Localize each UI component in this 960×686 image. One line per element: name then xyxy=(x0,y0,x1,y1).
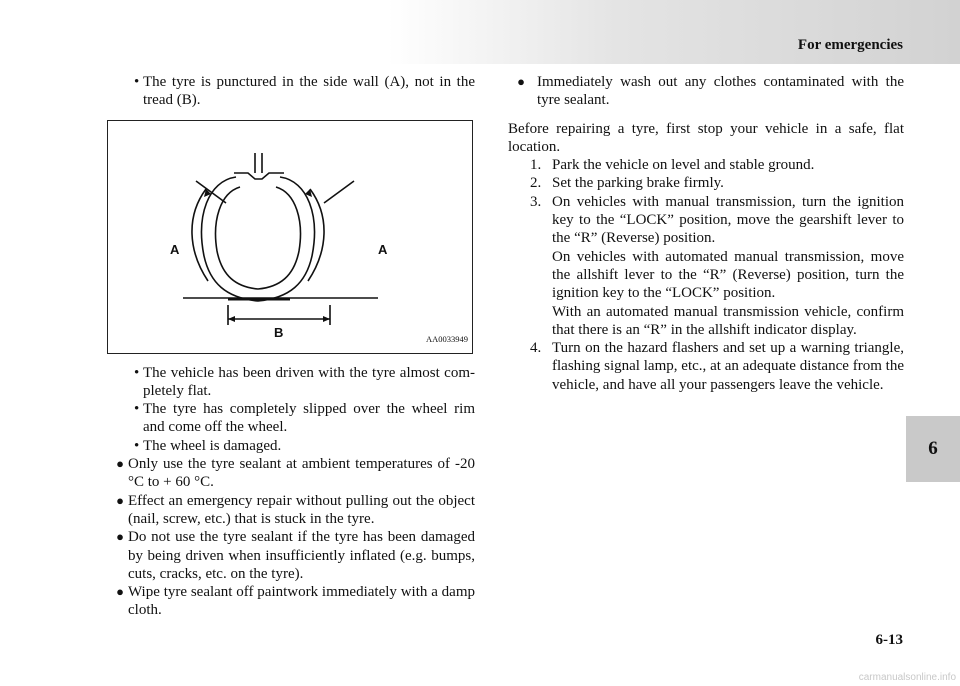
running-head: For emergencies xyxy=(797,37,903,53)
list-item: • The tyre is punctured in the side wall (A), not in the tread (B). xyxy=(129,73,475,110)
label-a-right: A xyxy=(378,241,388,257)
step-continuation: With an automated manual transmission vehicle, confirm that there is an “R” in the allshift indicator display. xyxy=(552,303,904,338)
list-item: ● Only use the tyre sealant at ambient temperatures of -20 °C to + 60 °C. xyxy=(107,455,475,492)
arc-a-left xyxy=(192,189,208,281)
list-item: • The vehicle has been driven with the tyre almost com-pletely flat. xyxy=(129,364,475,401)
label-a-left: A xyxy=(170,241,180,257)
tyre-diagram xyxy=(108,121,474,355)
bullet-circle: ● xyxy=(517,74,525,89)
rim-flange xyxy=(234,173,284,179)
tyre-outer xyxy=(202,177,315,301)
numbered-step: 4. Turn on the hazard flashers and set up a warning triangle, flashing signal lamp, etc., at an adequate distance from the vehicle, and have all your passengers leave the vehicle. xyxy=(530,340,904,393)
page-number: 6-13 xyxy=(875,632,903,648)
chapter-tab: 6 xyxy=(906,416,960,482)
step-continuation: On vehicles with automated manual transmission, move the allshift lever to the “R” (Reverse) position, turn the ignition key to the “LOCK” position. xyxy=(552,248,904,302)
watermark: carmanualsonline.info xyxy=(858,672,956,683)
tyre-cross-section-figure xyxy=(107,120,473,354)
list-item: ● Do not use the tyre sealant if the tyre has been damaged by being driven when insufficiently inflated (e.g. bumps, cuts, cracks, etc. on the tyre). xyxy=(107,528,475,583)
guide-left xyxy=(196,181,226,203)
list-item: • The tyre has completely slipped over the wheel rim and come off the wheel. xyxy=(129,400,475,437)
bullet-dot: • xyxy=(133,401,143,418)
left-column xyxy=(107,73,475,620)
right-column xyxy=(508,73,904,394)
bullet-dot: • xyxy=(133,74,143,90)
list-item: ● Effect an emergency repair without pulling out the object (nail, screw, etc.) that is stuck in the tyre. xyxy=(107,492,475,529)
bullet-circle: ● xyxy=(116,584,124,600)
tyre-inner xyxy=(216,187,301,289)
bullet-dot: • xyxy=(133,364,143,381)
arrow-b-right xyxy=(323,316,330,322)
header-band xyxy=(388,0,960,64)
arrow-b-left xyxy=(228,316,235,322)
numbered-step: 3. On vehicles with manual transmission, turn the ignition key to the “LOCK” position, move the gearshift lever to the “R” (Reverse) position. xyxy=(530,193,904,247)
bullet-circle: ● xyxy=(116,456,124,472)
bullet-circle: ● xyxy=(116,492,124,508)
list-item: ● Wipe tyre sealant off paintwork immediately with a damp cloth. xyxy=(107,583,475,620)
label-b: B xyxy=(274,324,284,340)
list-item: • The wheel is damaged. xyxy=(129,437,475,455)
figure-id: AA0033949 xyxy=(425,334,468,345)
list-item: ● Immediately wash out any clothes contaminated with the tyre sealant. xyxy=(508,73,904,110)
numbered-step: 1. Park the vehicle on level and stable ground. xyxy=(530,157,815,174)
bullet-circle: ● xyxy=(116,529,124,545)
numbered-step: 2. Set the parking brake firmly. xyxy=(530,175,724,192)
rim-spoke xyxy=(255,153,262,173)
guide-right xyxy=(324,181,354,203)
intro-paragraph: Before repairing a tyre, first stop your vehicle in a safe, flat location. xyxy=(508,120,904,155)
bullet-dot: • xyxy=(133,437,143,454)
arc-a-right xyxy=(308,189,324,281)
